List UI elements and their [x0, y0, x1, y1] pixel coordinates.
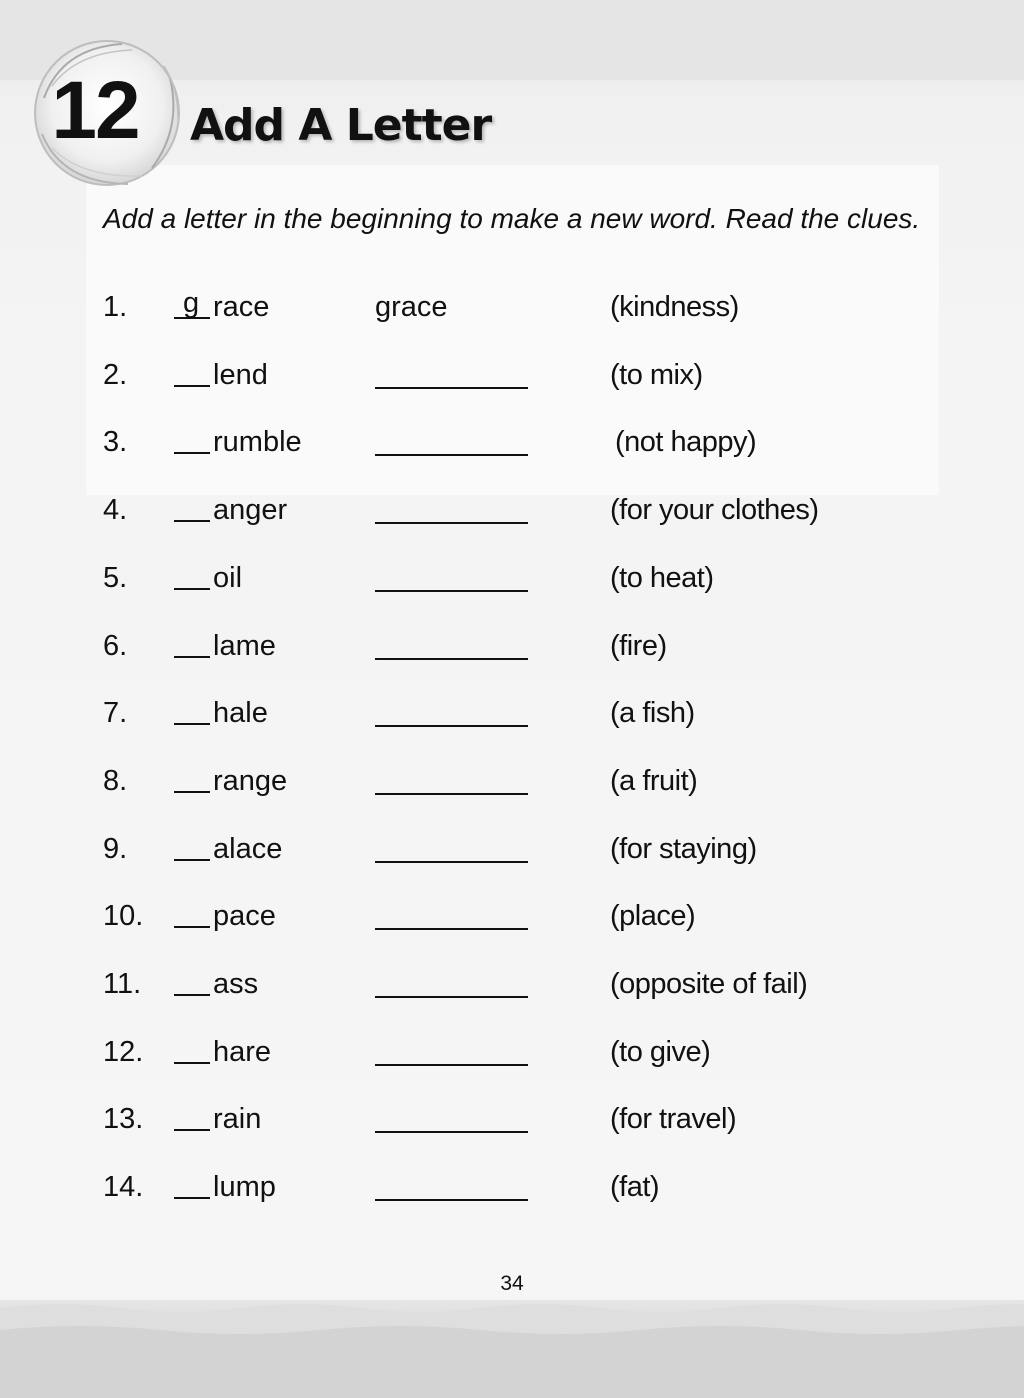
letter-blank[interactable] [174, 859, 210, 861]
letter-answer: g [183, 287, 200, 319]
exercise-row [0, 1167, 1024, 1207]
word-stem: rain [213, 1103, 262, 1135]
exercise-number: 2. [103, 359, 128, 391]
answer-blank[interactable] [375, 1064, 528, 1066]
answer-blank[interactable] [375, 1131, 528, 1133]
answer-blank[interactable] [375, 522, 528, 524]
exercise-row [0, 964, 1024, 1004]
exercise-row [0, 829, 1024, 869]
wave-decoration [0, 1300, 1024, 1398]
clue-text: (to heat) [610, 562, 714, 594]
word-stem: lend [213, 359, 268, 391]
clue-text: (place) [610, 900, 696, 932]
answer-blank[interactable] [375, 861, 528, 863]
answer-word: grace [375, 291, 448, 323]
page-number: 34 [500, 1272, 524, 1295]
answer-blank[interactable] [375, 658, 528, 660]
letter-blank[interactable] [174, 791, 210, 793]
answer-blank[interactable] [375, 590, 528, 592]
exercise-row [0, 422, 1024, 462]
exercise-number: 14. [103, 1171, 144, 1203]
exercise-row [0, 355, 1024, 395]
clue-text: (to give) [610, 1036, 711, 1068]
clue-text: (for travel) [610, 1103, 737, 1135]
word-stem: anger [213, 494, 288, 526]
exercise-number: 3. [103, 426, 128, 458]
letter-blank[interactable] [174, 723, 210, 725]
word-stem: hale [213, 697, 268, 729]
word-stem: oil [213, 562, 243, 594]
exercise-row [0, 761, 1024, 801]
letter-blank[interactable] [174, 588, 210, 590]
word-stem: lame [213, 630, 276, 662]
instruction-text: Add a letter in the beginning to make a new word. Read the clues. [103, 203, 921, 234]
exercise-number: 9. [103, 833, 128, 865]
exercise-row [0, 1099, 1024, 1139]
exercise-number: 11. [103, 968, 142, 1000]
lesson-number-badge [32, 38, 182, 188]
letter-blank[interactable] [174, 520, 210, 522]
answer-blank[interactable] [375, 454, 528, 456]
answer-blank[interactable] [375, 1199, 528, 1201]
exercise-row [0, 1032, 1024, 1072]
word-stem: lump [213, 1171, 276, 1203]
letter-blank[interactable] [174, 994, 210, 996]
word-stem: range [213, 765, 288, 797]
exercise-row [0, 896, 1024, 936]
exercise-row [0, 558, 1024, 598]
page-title: Add A Letter [190, 100, 492, 151]
letter-blank[interactable] [174, 926, 210, 928]
exercise-number: 12. [103, 1036, 144, 1068]
letter-blank[interactable] [174, 1062, 210, 1064]
word-stem: race [213, 291, 270, 323]
word-stem: pace [213, 900, 276, 932]
word-stem: hare [213, 1036, 272, 1068]
answer-blank[interactable] [375, 725, 528, 727]
clue-text: (a fruit) [610, 765, 698, 797]
letter-blank[interactable] [174, 385, 210, 387]
exercise-number: 13. [103, 1103, 144, 1135]
answer-blank[interactable] [375, 996, 528, 998]
exercise-row [0, 490, 1024, 530]
footer-band [0, 1300, 1024, 1398]
clue-text: (fire) [610, 630, 667, 662]
exercise-row [0, 693, 1024, 733]
clue-text: (kindness) [610, 291, 739, 323]
clue-text: (for your clothes) [610, 494, 819, 526]
word-stem: rumble [213, 426, 302, 458]
exercise-row [0, 287, 1024, 327]
exercise-number: 1. [103, 291, 128, 323]
exercise-row [0, 626, 1024, 666]
answer-blank[interactable] [375, 387, 528, 389]
exercise-number: 6. [103, 630, 128, 662]
answer-blank[interactable] [375, 793, 528, 795]
word-stem: ass [213, 968, 259, 1000]
exercise-number: 8. [103, 765, 128, 797]
exercise-number: 5. [103, 562, 128, 594]
exercise-number: 4. [103, 494, 128, 526]
clue-text: (opposite of fail) [610, 968, 808, 1000]
lesson-number: 12 [51, 65, 139, 156]
word-stem: alace [213, 833, 283, 865]
exercise-number: 7. [103, 697, 128, 729]
letter-blank[interactable] [174, 1197, 210, 1199]
clue-text: (a fish) [610, 697, 695, 729]
clue-text: (not happy) [615, 426, 757, 458]
clue-text: (for staying) [610, 833, 757, 865]
clue-text: (fat) [610, 1171, 660, 1203]
letter-blank[interactable] [174, 1129, 210, 1131]
letter-blank[interactable] [174, 452, 210, 454]
exercise-number: 10. [103, 900, 144, 932]
clue-text: (to mix) [610, 359, 703, 391]
letter-blank[interactable] [174, 656, 210, 658]
answer-blank[interactable] [375, 928, 528, 930]
